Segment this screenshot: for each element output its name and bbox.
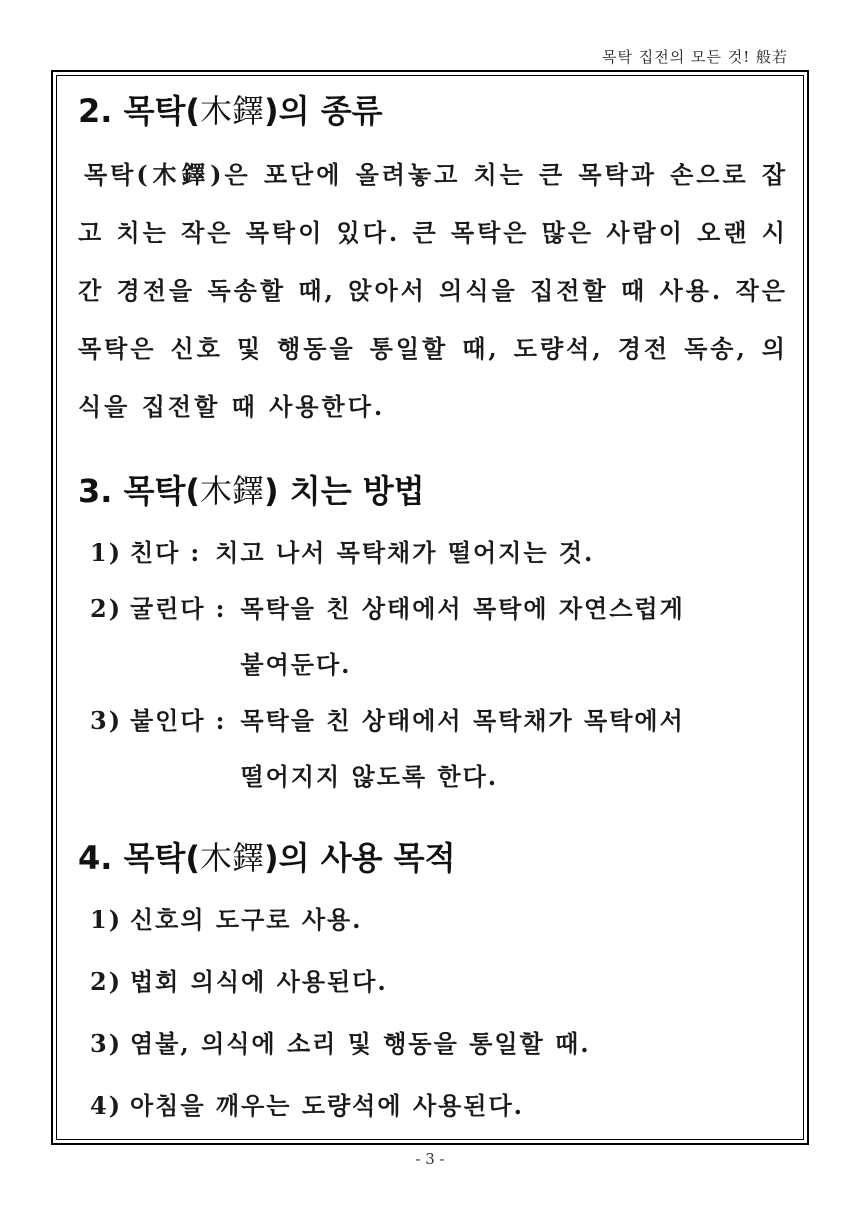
section-4-number: 4. — [78, 838, 113, 877]
list-item — [78, 525, 788, 581]
running-head: 목탁 집전의 모든 것! 般若 — [601, 48, 788, 66]
section-2-body-hanja: 木鐸 — [150, 160, 211, 190]
purpose-list — [78, 889, 788, 1137]
section-2-heading — [78, 92, 788, 130]
list-item — [78, 889, 788, 951]
section-3-title-hanja: 木鐸 — [200, 472, 265, 511]
description-line-1: 치고 나서 목탁채가 떨어지는 것. — [215, 537, 595, 567]
page-number: - 3 - — [415, 1150, 445, 1168]
item-number: 2) — [90, 967, 123, 997]
section-2-paragraph — [78, 146, 788, 436]
section-2-title-post: )의 종류 — [264, 92, 383, 130]
method-term: 친다 — [130, 537, 181, 567]
list-item — [78, 1013, 788, 1075]
item-number: 4) — [90, 1091, 123, 1121]
list-item — [78, 1075, 788, 1137]
method-list — [78, 525, 788, 805]
method-description — [240, 693, 788, 805]
section-3-heading — [78, 472, 788, 510]
section-4-title-post: )의 사용 목적 — [264, 838, 456, 877]
section-4-title-hanja: 木鐸 — [200, 838, 265, 877]
list-item — [78, 581, 788, 693]
item-number: 3) — [90, 1029, 123, 1059]
section-2-title-hanja: 木鐸 — [200, 92, 265, 130]
description-line-2: 떨어지지 않도록 한다. — [240, 761, 499, 791]
list-item — [78, 951, 788, 1013]
item-number: 2) — [90, 593, 123, 623]
section-2-body-post: )은 포단에 올려놓고 치는 큰 목탁과 손으로 잡고 치는 작은 목탁이 있다. 큰 목탁은 많은 사람이 오랜 시간 경전을 독송할 때, 앉아서 의식을 집전할 때 사용. 작은 목탁은 신호 및 행동을 통일할 때, 도량석, 경전 독송, 의식을 집전할 때 사용한다. — [78, 160, 789, 422]
colon: : — [190, 537, 202, 567]
description-line-1: 목탁을 친 상태에서 목탁에 자연스럽게 — [240, 593, 685, 623]
section-2-body-pre: 목탁( — [84, 160, 151, 190]
colon: : — [215, 593, 227, 623]
item-number: 1) — [90, 905, 123, 935]
section-4-heading — [78, 839, 788, 877]
purpose-text: 법회 의식에 사용된다. — [130, 967, 388, 997]
page-content — [78, 78, 788, 1137]
section-4-title-pre: 목탁( — [123, 838, 201, 877]
item-number: 1) — [90, 537, 123, 567]
method-term: 굴린다 — [130, 593, 206, 623]
list-item — [78, 693, 788, 805]
section-2-title-pre: 목탁( — [123, 92, 201, 130]
purpose-text: 아침을 깨우는 도량석에 사용된다. — [130, 1091, 524, 1121]
description-line-1: 목탁을 친 상태에서 목탁채가 목탁에서 — [240, 705, 685, 735]
section-2-number: 2. — [78, 92, 113, 130]
method-term: 붙인다 — [130, 705, 206, 735]
section-3-title-post: ) 치는 방법 — [264, 472, 425, 511]
method-description — [240, 581, 788, 693]
method-description — [215, 525, 788, 581]
purpose-text: 염불, 의식에 소리 및 행동을 통일할 때. — [130, 1029, 591, 1059]
section-3-number: 3. — [78, 472, 113, 511]
section-3-title-pre: 목탁( — [123, 472, 201, 511]
purpose-text: 신호의 도구로 사용. — [130, 905, 363, 935]
description-line-2: 붙여둔다. — [240, 649, 352, 679]
colon: : — [215, 705, 227, 735]
item-number: 3) — [90, 705, 123, 735]
